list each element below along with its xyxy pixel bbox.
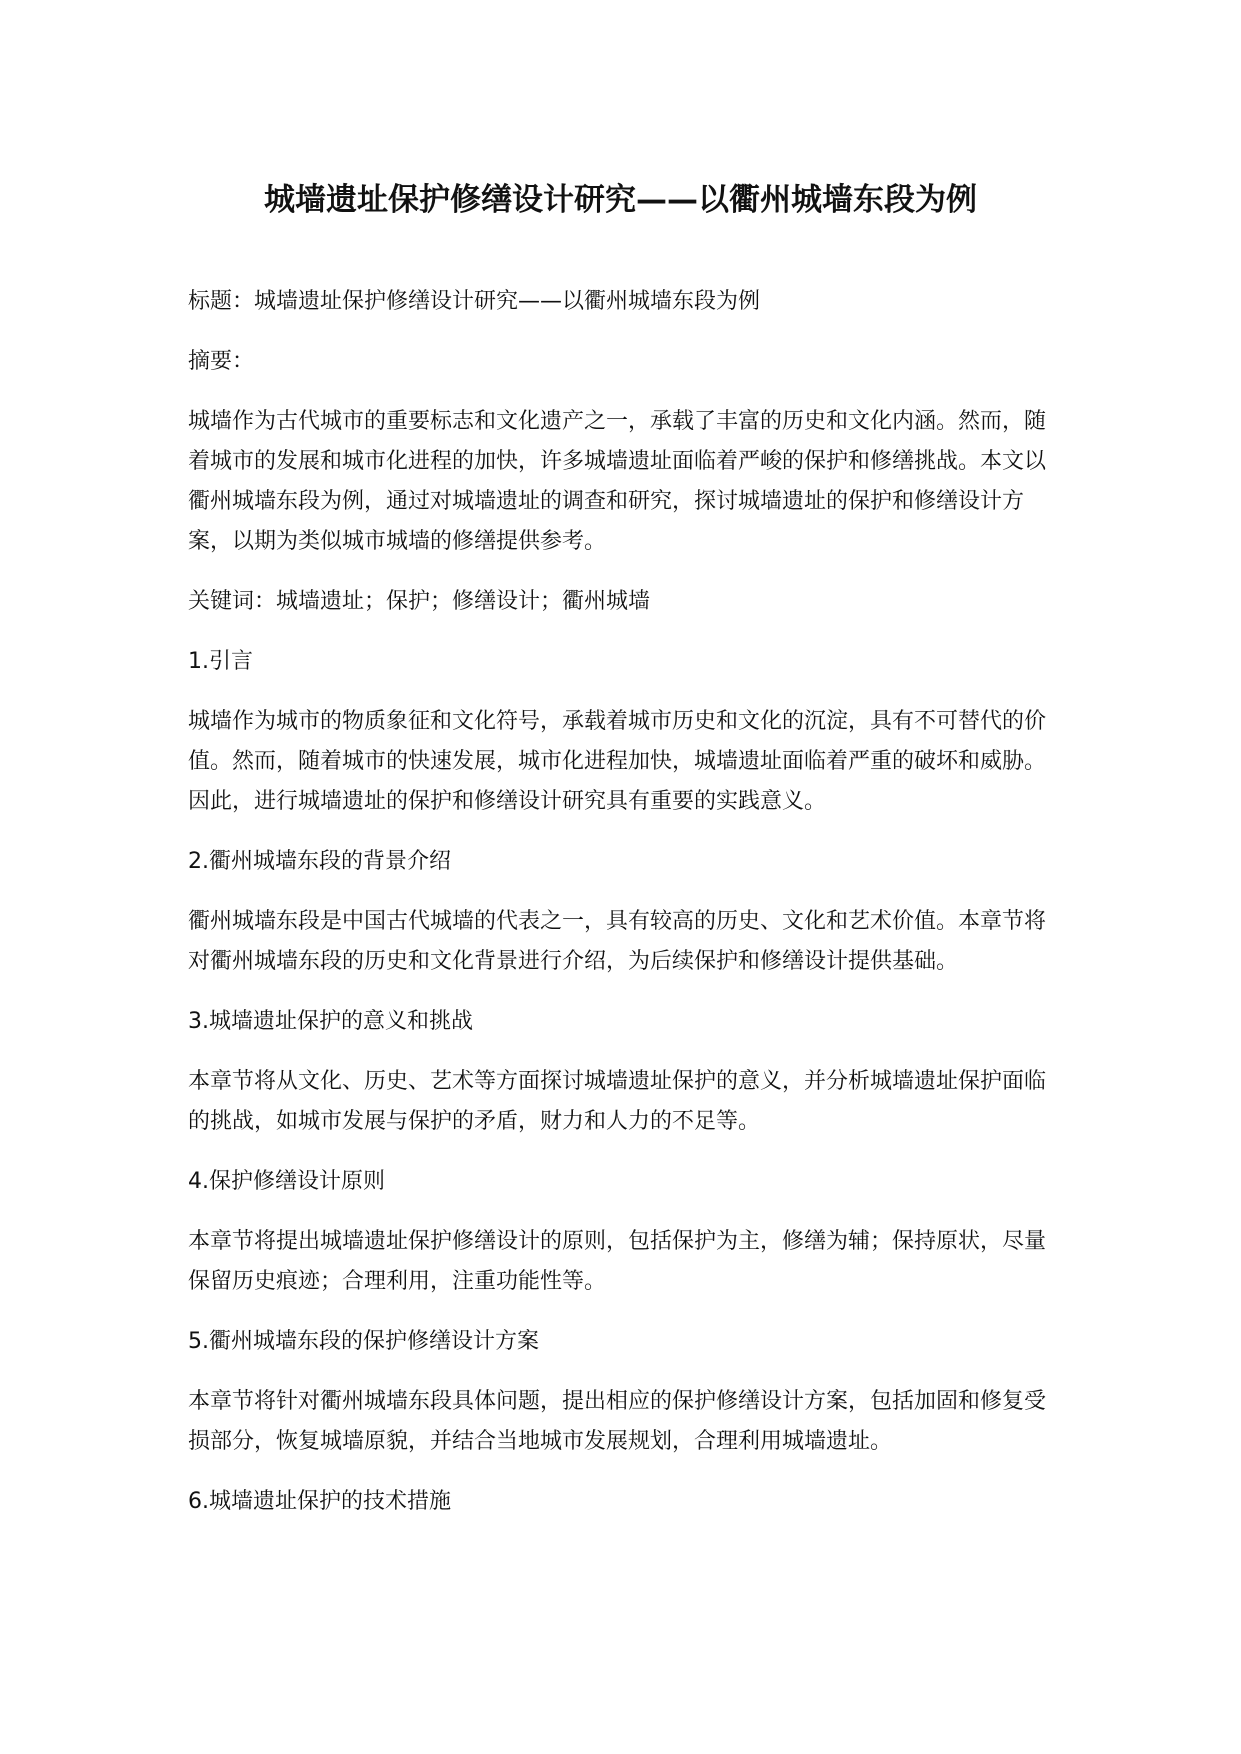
section-text: 衢州城墙东段是中国古代城墙的代表之一，具有较高的历史、文化和艺术价值。本章节将对衢州城墙东段的历史和文化背景进行介绍，为后续保护和修缮设计提供基础。 xyxy=(188,909,1047,974)
section-text: 本章节将提出城墙遗址保护修缮设计的原则，包括保护为主，修缮为辅；保持原状，尽量保留历史痕迹；合理利用，注重功能性等。 xyxy=(188,1229,1047,1294)
abstract-label: 摘要： xyxy=(188,349,255,374)
section-heading: 2.衢州城墙东段的背景介绍 xyxy=(188,849,451,874)
section-heading: 4.保护修缮设计原则 xyxy=(188,1169,385,1194)
section-heading: 5.衢州城墙东段的保护修缮设计方案 xyxy=(188,1329,539,1354)
keywords-line: 关键词：城墙遗址；保护；修缮设计；衢州城墙 xyxy=(188,589,651,614)
section-heading: 6.城墙遗址保护的技术措施 xyxy=(188,1489,451,1514)
section-text: 本章节将从文化、历史、艺术等方面探讨城墙遗址保护的意义，并分析城墙遗址保护面临的挑战，如城市发展与保护的矛盾，财力和人力的不足等。 xyxy=(188,1069,1047,1134)
section-heading: 1.引言 xyxy=(188,649,253,674)
title-line: 标题：城墙遗址保护修缮设计研究——以衢州城墙东段为例 xyxy=(188,289,761,314)
section-text: 城墙作为城市的物质象征和文化符号，承载着城市历史和文化的沉淀，具有不可替代的价值。然而，随着城市的快速发展，城市化进程加快，城墙遗址面临着严重的破坏和威胁。因此，进行城墙遗址的保护和修缮设计研究具有重要的实践意义。 xyxy=(188,709,1047,814)
section-heading: 3.城墙遗址保护的意义和挑战 xyxy=(188,1009,473,1034)
document-body xyxy=(188,282,1050,1522)
document-title: 城墙遗址保护修缮设计研究——以衢州城墙东段为例 xyxy=(264,182,977,218)
section-text: 本章节将针对衢州城墙东段具体问题，提出相应的保护修缮设计方案，包括加固和修复受损部分，恢复城墙原貌，并结合当地城市发展规划，合理利用城墙遗址。 xyxy=(188,1389,1047,1454)
abstract-text: 城墙作为古代城市的重要标志和文化遗产之一，承载了丰富的历史和文化内涵。然而，随着城市的发展和城市化进程的加快，许多城墙遗址面临着严峻的保护和修缮挑战。本文以衢州城墙东段为例，通过对城墙遗址的调查和研究，探讨城墙遗址的保护和修缮设计方案，以期为类似城市城墙的修缮提供参考。 xyxy=(188,409,1047,554)
